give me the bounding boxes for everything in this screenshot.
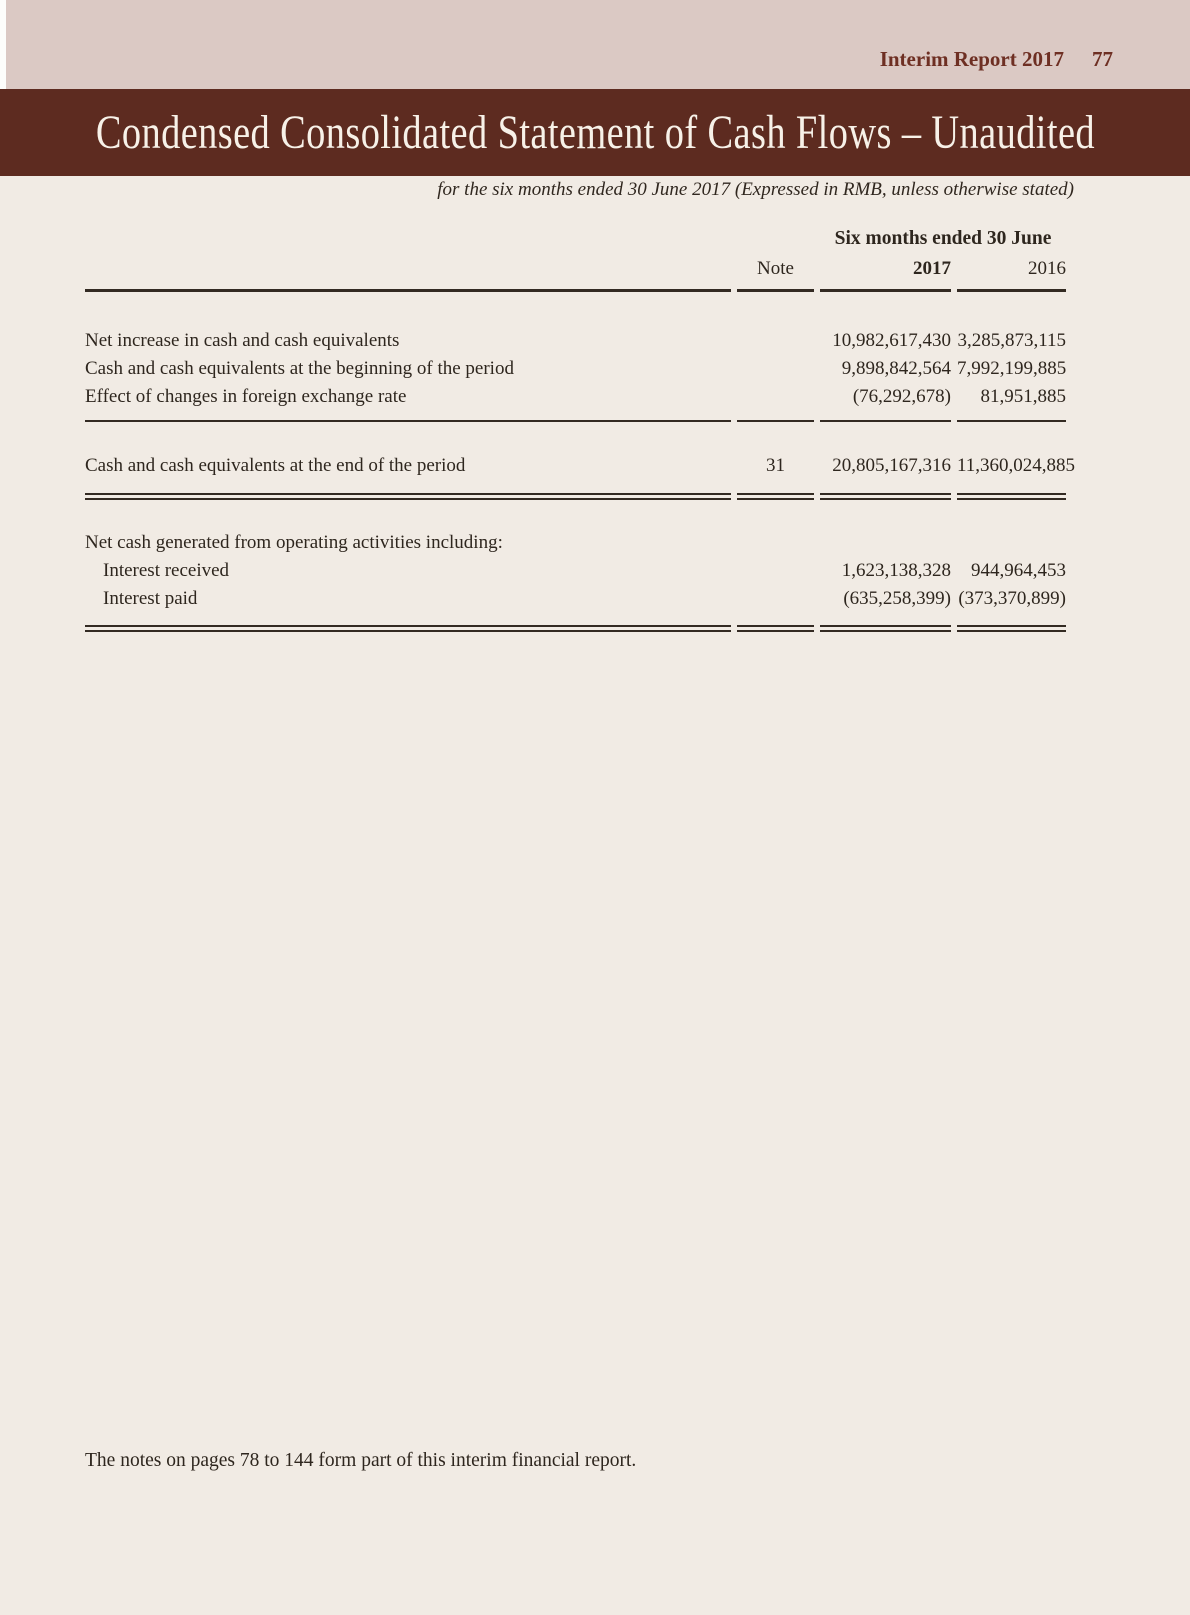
row-label: Net increase in cash and cash equivalents	[85, 330, 400, 351]
row-note: 31	[766, 455, 785, 476]
row-value-2016: 11,360,024,885	[957, 455, 1076, 476]
page-number: 77	[1092, 47, 1113, 71]
row-note	[737, 529, 814, 557]
row-value-2017: 20,805,167,316	[832, 455, 951, 476]
row-note	[737, 585, 814, 613]
row-label: Effect of changes in foreign exchange rate	[85, 386, 407, 407]
statement-subtitle: for the six months ended 30 June 2017 (Expressed in RMB, unless otherwise stated)	[437, 179, 1074, 200]
table-row	[85, 585, 1066, 613]
page-edge-artifact	[0, 0, 6, 89]
row-value-2017: 9,898,842,564	[841, 358, 951, 379]
running-header	[880, 47, 1113, 72]
report-title: Interim Report 2017	[879, 47, 1064, 71]
table-row	[85, 355, 1066, 383]
row-value-2016: 81,951,885	[980, 386, 1066, 407]
period-header-row	[85, 222, 1066, 250]
page-header-band	[0, 0, 1190, 89]
row-value-2017: (76,292,678)	[852, 386, 951, 407]
col-header-2017: 2017	[913, 258, 951, 279]
row-label: Cash and cash equivalents at the beginning of the period	[85, 358, 514, 379]
table-rule-header	[85, 285, 1066, 301]
row-value-2017: 1,623,138,328	[841, 560, 951, 581]
row-value-2016: 944,964,453	[971, 560, 1066, 581]
footer-note: The notes on pages 78 to 144 form part of this interim financial report.	[85, 1450, 637, 1471]
row-value-2016: 7,992,199,885	[957, 358, 1067, 379]
col-header-2016: 2016	[1028, 258, 1066, 279]
row-label: Net cash generated from operating activities including:	[85, 532, 503, 553]
row-value-2017: 10,982,617,430	[832, 330, 951, 351]
period-header: Six months ended 30 June	[834, 228, 1052, 249]
col-header-note: Note	[757, 258, 794, 279]
title-banner	[0, 89, 1190, 176]
row-value-2016	[957, 529, 1066, 557]
table-row	[85, 327, 1066, 355]
spacer-row	[85, 301, 1066, 327]
row-value-2017: (635,258,399)	[843, 588, 951, 609]
table-row	[85, 529, 1066, 557]
row-note	[737, 557, 814, 585]
column-header-row	[85, 250, 1066, 285]
table-row	[85, 557, 1066, 585]
row-label: Cash and cash equivalents at the end of the period	[85, 455, 466, 476]
row-value-2017	[820, 529, 951, 557]
row-label: Interest received	[103, 560, 230, 581]
spacer-row	[85, 433, 1066, 452]
spacer-row	[85, 513, 1066, 529]
table-rule-bottom	[85, 613, 1066, 644]
row-label: Interest paid	[103, 588, 198, 609]
table-row	[85, 383, 1066, 411]
statement-title: Condensed Consolidated Statement of Cash Flows – Unaudited	[95, 106, 1095, 159]
table-rule-subtotal	[85, 411, 1066, 433]
row-note	[737, 327, 814, 355]
cash-flow-table	[79, 222, 1076, 644]
table-row	[85, 452, 1066, 480]
table-rule-total	[85, 480, 1066, 513]
row-value-2016: (373,370,899)	[958, 588, 1066, 609]
row-value-2016: 3,285,873,115	[957, 330, 1066, 351]
row-note	[737, 383, 814, 411]
row-note	[737, 355, 814, 383]
